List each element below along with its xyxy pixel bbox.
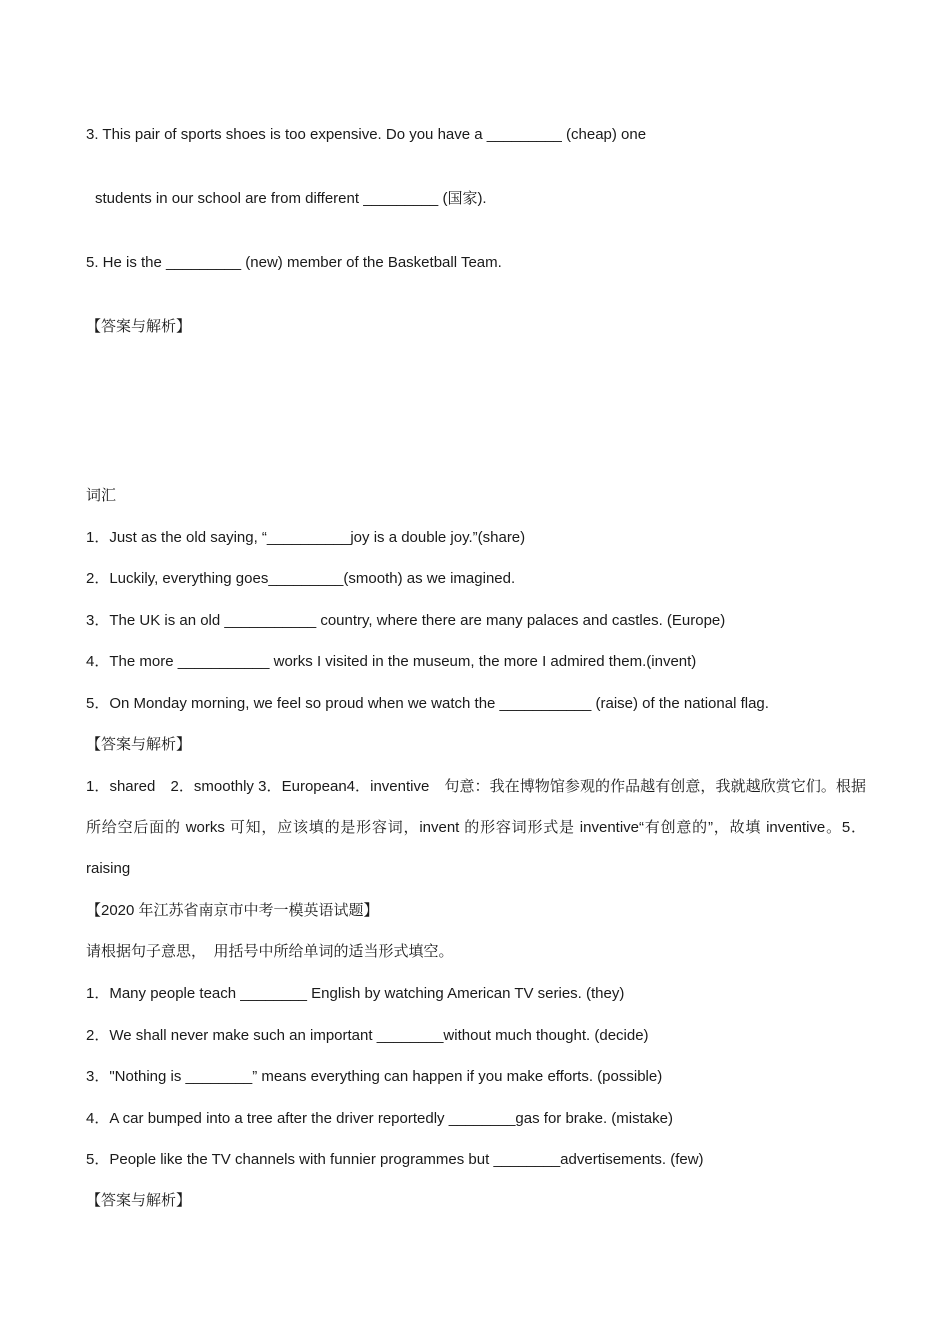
nanjing-item-2: 2．We shall never make such an important ________without much thought. (decide) [86,1027,649,1044]
section-heading-vocab: 词汇 [86,487,117,504]
vocab-item-4: 4．The more ___________ works I visited in the museum, the more I admired them.(invent) [86,653,697,670]
nanjing-item-3: 3．"Nothing is ________” means everything can happen if you make efforts. (possible) [86,1068,663,1085]
question-5: 5. He is the _________ (new) member of the Basketball Team. [86,254,502,271]
nanjing-item-1: 1．Many people teach ________ English by watching American TV series. (they) [86,985,625,1002]
vocab-item-1: 1．Just as the old saying, “__________joy is a double joy.”(share) [86,529,526,546]
instruction-text: 请根据句子意思， 用括号中所给单词的适当形式填空。 [86,943,454,960]
vocab-item-2: 2．Luckily, everything goes_________(smooth) as we imagined. [86,570,516,587]
question-4-fragment: students in our school are from different _________ (国家). [95,190,487,207]
nanjing-item-5: 5．People like the TV channels with funnier programmes but ________advertisements. (few) [86,1151,704,1168]
answer-heading-2: 【答案与解析】 [86,736,192,753]
answer-heading-1: 【答案与解析】 [86,318,192,335]
answer-explanation: 1．shared 2．smoothly 3．European4．inventive 句意：我在博物馆参观的作品越有创意，我就越欣赏它们。根据所给空后面的 works 可知，应该填的是形容词，invent 的形容词形式是 inventive“有创意的”，故填 inventive。5．raising [86,778,866,877]
answer-heading-3: 【答案与解析】 [86,1192,192,1209]
vocab-item-5: 5．On Monday morning, we feel so proud when we watch the ___________ (raise) of the national flag. [86,695,769,712]
section-heading-nanjing: 【2020 年江苏省南京市中考一模英语试题】 [86,902,379,919]
nanjing-item-4: 4．A car bumped into a tree after the driver reportedly ________gas for brake. (mistake) [86,1110,673,1127]
vocab-item-3: 3．The UK is an old ___________ country, where there are many palaces and castles. (Europe) [86,612,726,629]
question-3: 3. This pair of sports shoes is too expensive. Do you have a _________ (cheap) one [86,126,647,143]
